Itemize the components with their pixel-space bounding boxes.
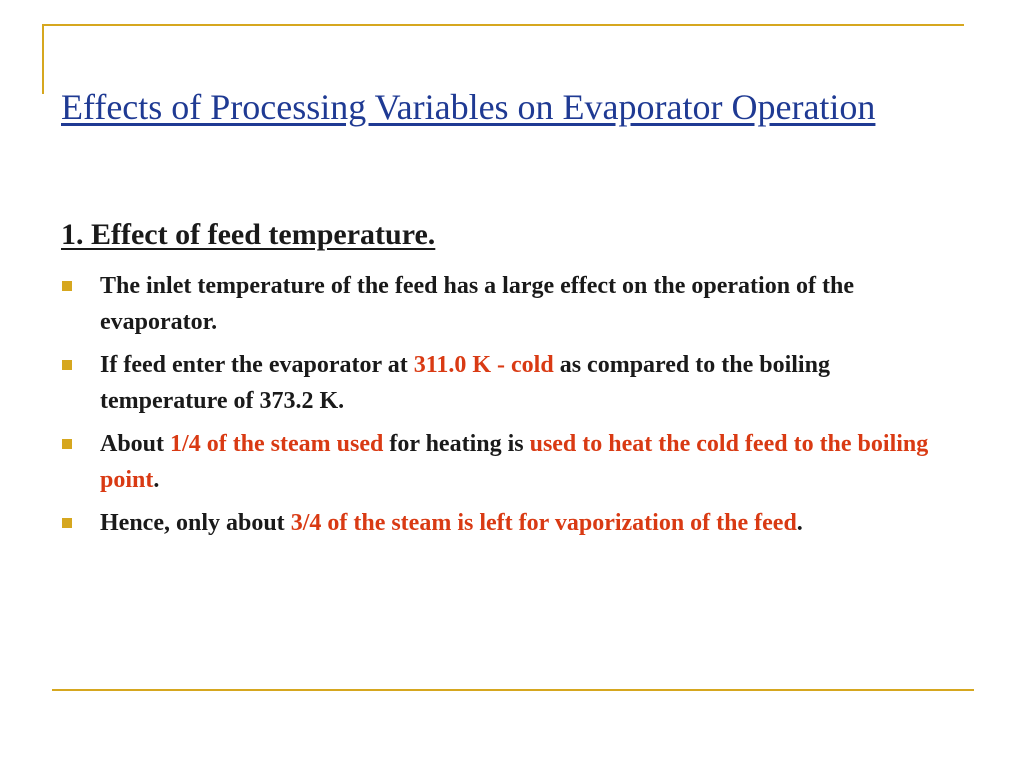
bullet-text: . bbox=[153, 467, 160, 493]
frame-top-rule bbox=[42, 24, 964, 26]
bullet-text: for heating is bbox=[383, 431, 530, 457]
bullet-text: About bbox=[100, 431, 171, 457]
bullet-text: as compared to the boiling temperature of 373.2 K. bbox=[100, 352, 830, 414]
frame-left-rule bbox=[42, 24, 44, 94]
square-bullet-icon bbox=[62, 360, 72, 370]
frame-bottom-rule bbox=[52, 689, 974, 691]
square-bullet-icon bbox=[62, 281, 72, 291]
square-bullet-icon bbox=[62, 439, 72, 449]
slide-title: Effects of Processing Variables on Evaporator Operation bbox=[61, 87, 876, 127]
highlighted-text: 1/4 of the steam used bbox=[170, 431, 384, 457]
square-bullet-icon bbox=[62, 518, 72, 528]
highlighted-text: 3/4 of the steam is left for vaporization of the feed bbox=[290, 510, 797, 536]
bullet-item-4 bbox=[62, 505, 962, 541]
bullet-text: . bbox=[796, 510, 803, 536]
highlighted-text: used to heat the cold feed to the boiling point bbox=[100, 431, 929, 493]
section-heading: 1. Effect of feed temperature. bbox=[61, 218, 436, 251]
highlighted-text: 311.0 K - cold bbox=[413, 352, 554, 378]
bullet-text: Hence, only about bbox=[100, 510, 291, 536]
bullet-text: If feed enter the evaporator at bbox=[100, 352, 414, 378]
bullet-item-3 bbox=[62, 426, 962, 498]
bullet-text: The inlet temperature of the feed has a large effect on the operation of the evaporator. bbox=[100, 273, 855, 335]
bullet-item-1 bbox=[62, 268, 962, 340]
bullet-item-2 bbox=[62, 347, 962, 419]
bullet-list bbox=[62, 268, 962, 548]
